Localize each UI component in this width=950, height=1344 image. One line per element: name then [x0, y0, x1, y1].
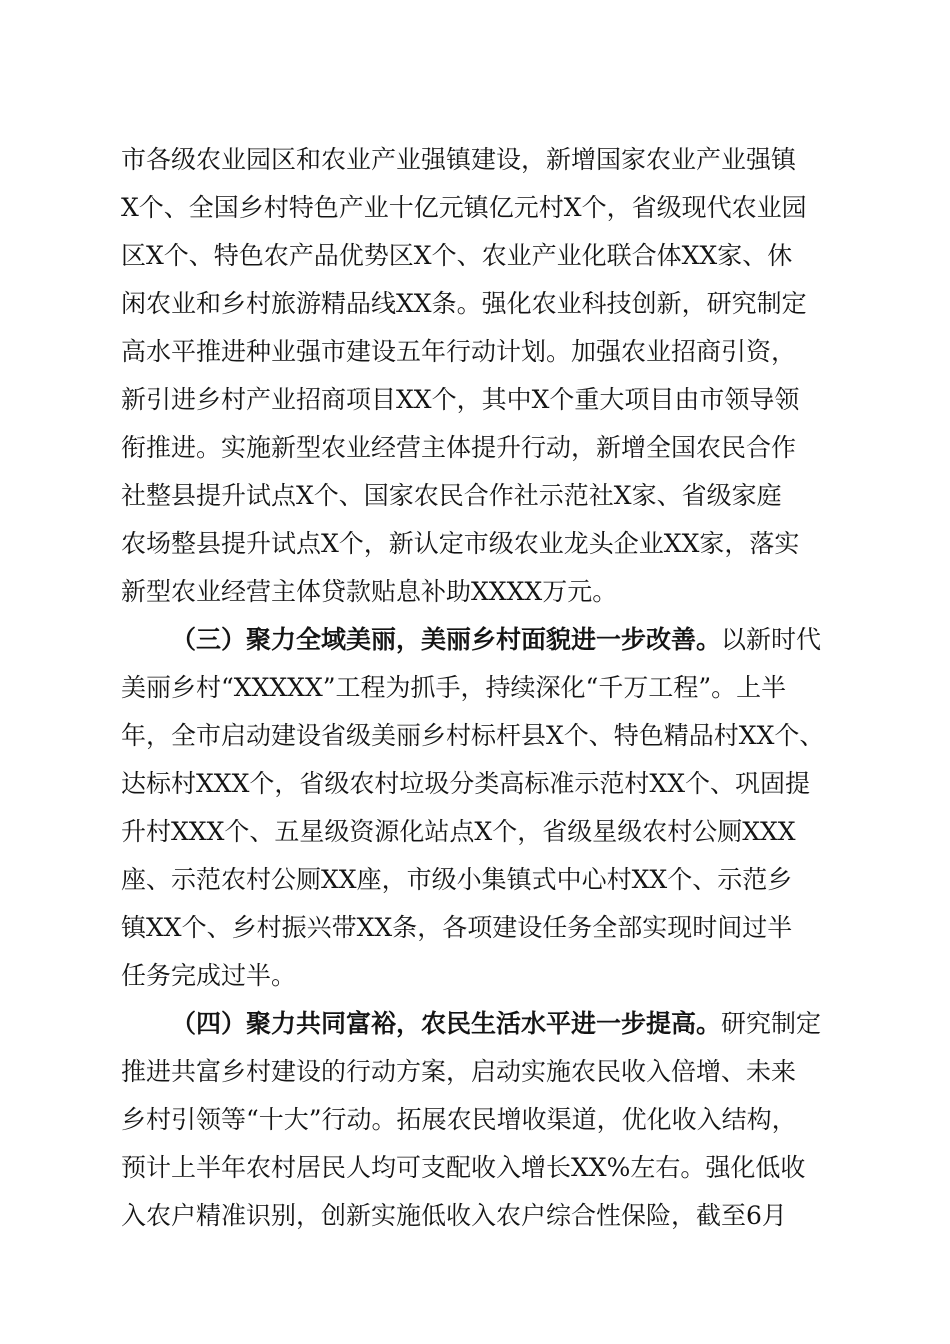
paragraph-line: 新型农业经营主体贷款贴息补助XXXX万元。 — [121, 577, 618, 606]
paragraph-line: X个、全国乡村特色产业十亿元镇亿元村X个，省级现代农业园 — [121, 193, 807, 222]
section-3-first-line — [171, 623, 891, 657]
paragraph-line: 市各级农业园区和农业产业强镇建设，新增国家农业产业强镇 — [121, 145, 797, 174]
paragraph-line: 镇XX个、乡村振兴带XX条，各项建设任务全部实现时间过半 — [121, 913, 793, 942]
paragraph-line: 区X个、特色农产品优势区X个、农业产业化联合体XX家、休 — [121, 241, 793, 270]
paragraph-line: 推进共富乡村建设的行动方案，启动实施农民收入倍增、未来 — [121, 1057, 797, 1086]
section-4-heading: （四）聚力共同富裕，农民生活水平进一步提高。 — [171, 1009, 722, 1038]
paragraph-line: 社整县提升试点X个、国家农民合作社示范社X家、省级家庭 — [121, 481, 782, 510]
paragraph-line: 升村XXX个、五星级资源化站点X个，省级星级农村公厕XXX — [121, 817, 796, 846]
section-4-first-line — [171, 1007, 891, 1041]
paragraph-line: 乡村引领等“十大”行动。拓展农民增收渠道，优化收入结构， — [121, 1105, 797, 1134]
paragraph-line: 达标村XXX个，省级农村垃圾分类高标准示范村XX个、巩固提 — [121, 769, 810, 798]
paragraph-line: 高水平推进种业强市建设五年行动计划。加强农业招商引资， — [121, 337, 797, 366]
paragraph-line: 座、示范农村公厕XX座，市级小集镇式中心村XX个、示范乡 — [121, 865, 793, 894]
section-4-first-line-text: 研究制定 — [721, 1009, 822, 1038]
section-3-first-line-text: 以新时代 — [721, 625, 822, 654]
paragraph-line: 美丽乡村“XXXXX”工程为抓手，持续深化“千万工程”。上半 — [121, 673, 787, 702]
paragraph-line: 年，全市启动建设省级美丽乡村标杆县X个、特色精品村XX个、 — [121, 721, 825, 750]
paragraph-line: 农场整县提升试点X个，新认定市级农业龙头企业XX家，落实 — [121, 529, 800, 558]
paragraph-line: 闲农业和乡村旅游精品线XX条。强化农业科技创新，研究制定 — [121, 289, 807, 318]
paragraph-line: 预计上半年农村居民人均可支配收入增长XX%左右。强化低收 — [121, 1153, 806, 1182]
paragraph-line: 新引进乡村产业招商项目XX个，其中X个重大项目由市领导领 — [121, 385, 800, 414]
paragraph-line: 入农户精准识别，创新实施低收入农户综合性保险，截至6月 — [121, 1201, 787, 1230]
paragraph-line: 任务完成过半。 — [121, 961, 297, 990]
paragraph-line: 衔推进。实施新型农业经营主体提升行动，新增全国农民合作 — [121, 433, 797, 462]
section-3-heading: （三）聚力全域美丽，美丽乡村面貌进一步改善。 — [171, 625, 722, 654]
